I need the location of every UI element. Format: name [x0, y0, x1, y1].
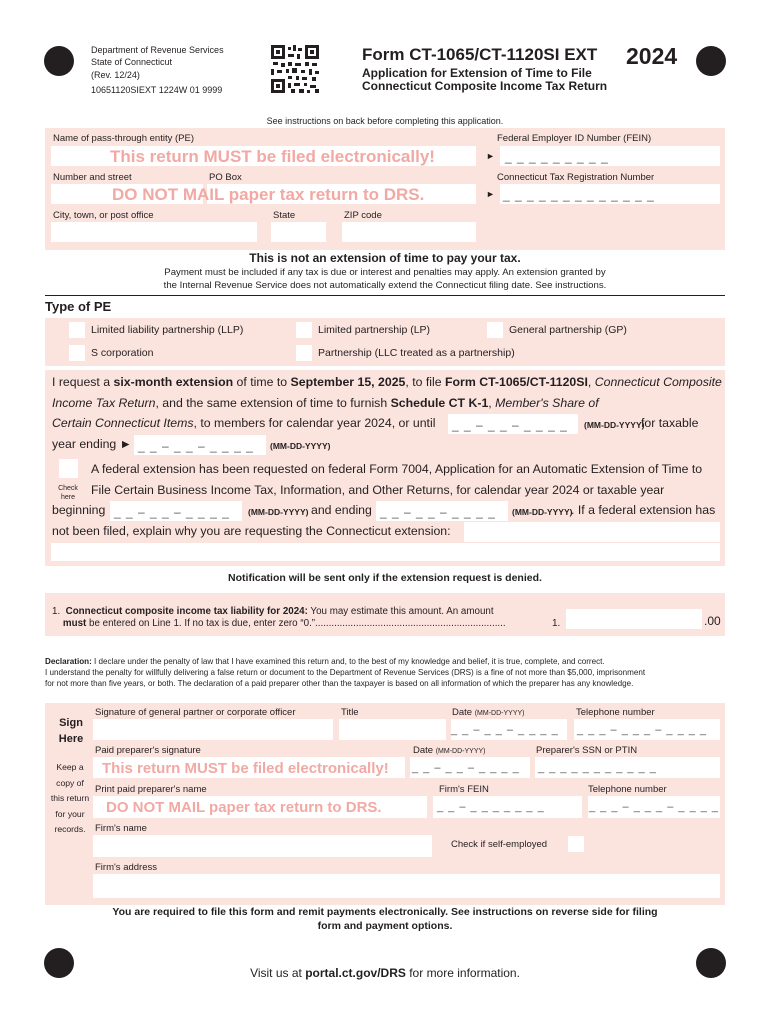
beginning-date-mask: _ _ – _ _ – _ _ _ _ — [114, 505, 230, 519]
llp-label: Limited liability partnership (LLP) — [91, 324, 244, 336]
for-taxable: for taxable — [641, 416, 699, 430]
preparer-signature-label: Paid preparer's signature — [95, 745, 201, 756]
until-date-format: (MM-DD-YYYY) — [584, 420, 645, 430]
line-1-text: 1. Connecticut composite income tax liability for 2024: You may estimate this amount. An amount must be entered on Line 1. If no tax is due, enter zero “0.”...................................................................... — [52, 606, 506, 629]
federal-extension-checkbox[interactable] — [59, 459, 78, 478]
explain-input-1[interactable] — [464, 522, 720, 542]
title-input[interactable] — [339, 719, 446, 740]
state-label: State — [273, 210, 296, 221]
not-extension-heading: This is not an extension of time to pay your tax. — [249, 251, 521, 265]
firm-address-label: Firm's address — [95, 862, 157, 873]
see-instructions: See instructions on back before completing this application. — [266, 116, 504, 126]
officer-phone-label: Telephone number — [576, 707, 655, 718]
federal-not-filed-text: . If a federal extension has — [571, 503, 716, 517]
revision: (Rev. 12/24) — [91, 70, 140, 80]
ct-reg-mask: _ _ _ _ _ _ _ _ _ _ _ _ _ — [503, 188, 655, 202]
beginning-date-format: (MM-DD-YYYY) — [248, 507, 309, 517]
lp-label: Limited partnership (LP) — [318, 324, 431, 336]
lp-checkbox[interactable] — [296, 322, 312, 338]
officer-date-mask: _ _ – _ _ – _ _ _ _ — [451, 724, 559, 736]
pay-electronically-line-1: You are required to file this form and remit payments electronically. See instructions on reverse side for filing — [112, 906, 658, 918]
preparer-ssn-mask: _ _ _ _ _ _ _ _ _ _ _ — [538, 762, 657, 774]
pay-electronically-line-2: form and payment options. — [317, 920, 453, 932]
line-1-ref: 1. — [552, 618, 561, 629]
subtitle-line-2: Connecticut Composite Income Tax Return — [362, 79, 608, 93]
ending-date-mask: _ _ – _ _ – _ _ _ _ — [380, 505, 496, 519]
self-employed-label: Check if self-employed — [451, 839, 548, 850]
fein-mask: _ _ _ _ _ _ _ _ _ — [505, 150, 609, 164]
electronic-filing-watermark: This return MUST be filed electronically! — [102, 760, 389, 777]
federal-line-2: File Certain Business Income Tax, Information, and Other Returns, for calendar year 2024 or taxable year — [91, 483, 665, 497]
sign-here-label: Sign Here — [58, 717, 84, 745]
visit-us: Visit us at portal.ct.gov/DRS for more information. — [250, 966, 520, 980]
ct-reg-label: Connecticut Tax Registration Number — [497, 172, 655, 183]
check-here-label: Check here — [58, 485, 78, 501]
officer-signature-label: Signature of general partner or corporate officer — [95, 707, 296, 718]
firm-name-input[interactable] — [93, 835, 432, 857]
arrow-right-icon: ► — [486, 151, 495, 161]
llc-partnership-label: Partnership (LLC treated as a partnership) — [318, 347, 515, 359]
until-date-mask: _ _ – _ _ – _ _ _ _ — [452, 418, 568, 432]
firm-fein-label: Firm's FEIN — [439, 784, 489, 795]
city-input[interactable] — [51, 222, 257, 242]
explain-input-2[interactable] — [51, 543, 720, 561]
officer-date-label: Date (MM-DD-YYYY) — [452, 707, 525, 718]
print-preparer-label: Print paid preparer's name — [95, 784, 207, 795]
state-input[interactable] — [271, 222, 326, 242]
firm-phone-mask: _ _ _ – _ _ _ – _ _ _ _ — [589, 801, 720, 813]
notification-text: Notification will be sent only if the extension request is denied. — [228, 572, 542, 584]
do-not-mail-watermark: DO NOT MAIL paper tax return to DRS. — [112, 185, 425, 204]
firm-fein-mask: _ _ – _ _ _ _ _ _ _ — [437, 801, 545, 813]
tax-year: 2024 — [626, 43, 678, 69]
zip-input[interactable] — [342, 222, 476, 242]
officer-phone-mask: _ _ _ – _ _ _ – _ _ _ _ — [577, 724, 708, 736]
keep-copy-note: Keep a copy of this return for your records. — [50, 762, 90, 834]
explain-label: not been filed, explain why you are requesting the Connecticut extension: — [52, 524, 451, 538]
request-line-3: Certain Connecticut Items, to members for calendar year 2024, or until — [52, 416, 436, 430]
s-corp-label: S corporation — [91, 347, 154, 359]
tax-liability-input[interactable] — [566, 609, 702, 629]
dept-name: Department of Revenue Services — [91, 45, 224, 55]
year-ending-format: (MM-DD-YYYY) — [270, 441, 331, 451]
registration-mark — [696, 46, 726, 76]
registration-mark — [44, 46, 74, 76]
ending-date-format: (MM-DD-YYYY) — [512, 507, 573, 517]
form-code: 10651120SIEXT 1224W 01 9999 — [91, 85, 223, 95]
and-ending-label: and ending — [311, 503, 372, 517]
type-pe-heading: Type of PE — [45, 299, 112, 314]
electronic-filing-watermark: This return MUST be filed electronically! — [110, 147, 435, 166]
title-label: Title — [341, 707, 359, 718]
federal-line-1: A federal extension has been requested on federal Form 7004, Application for an Automatic Extension of Time to — [91, 462, 703, 476]
gp-label: General partnership (GP) — [509, 324, 627, 336]
firm-phone-label: Telephone number — [588, 784, 667, 795]
s-corp-checkbox[interactable] — [69, 345, 85, 361]
fein-label: Federal Employer ID Number (FEIN) — [497, 133, 652, 144]
arrow-right-icon: ► — [486, 189, 495, 199]
entity-name-label: Name of pass-through entity (PE) — [53, 133, 194, 144]
request-line-2: Income Tax Return, and the same extension of time to furnish Schedule CT K-1, Member's Share of — [52, 396, 599, 410]
year-ending-label: year ending ► — [52, 437, 132, 451]
beginning-label: beginning — [52, 503, 106, 517]
request-line-1: I request a six-month extension of time to September 15, 2025, to file Form CT-1065/CT-1120SI, Connecticut Composite — [52, 375, 722, 389]
po-box-label: PO Box — [209, 172, 242, 183]
qr-code — [271, 45, 319, 93]
firm-name-label: Firm's name — [95, 823, 147, 834]
notice-line-1: Payment must be included if any tax is due or interest and penalties may apply. An extension granted by — [164, 267, 606, 278]
subtitle-line-1: Application for Extension of Time to File — [362, 66, 592, 80]
llp-checkbox[interactable] — [69, 322, 85, 338]
preparer-date-mask: _ _ – _ _ – _ _ _ _ — [412, 762, 520, 774]
self-employed-checkbox[interactable] — [568, 836, 584, 852]
form-title: Form CT-1065/CT-1120SI EXT — [362, 45, 598, 64]
cents-suffix: .00 — [704, 614, 721, 628]
firm-address-input[interactable] — [93, 874, 720, 898]
year-ending-mask: _ _ – _ _ – _ _ _ _ — [138, 439, 254, 453]
do-not-mail-watermark: DO NOT MAIL paper tax return to DRS. — [106, 799, 382, 816]
llc-partnership-checkbox[interactable] — [296, 345, 312, 361]
pe-divider — [45, 295, 725, 296]
preparer-date-label: Date (MM-DD-YYYY) — [413, 745, 486, 756]
officer-signature-input[interactable] — [93, 719, 333, 740]
city-label: City, town, or post office — [53, 210, 154, 221]
notice-line-2: the Internal Revenue Service does not automatically extend the Connecticut filing date. See instructions. — [163, 280, 607, 291]
zip-label: ZIP code — [344, 210, 382, 221]
preparer-ssn-label: Preparer's SSN or PTIN — [536, 745, 638, 756]
state-name: State of Connecticut — [91, 57, 173, 67]
gp-checkbox[interactable] — [487, 322, 503, 338]
street-label: Number and street — [53, 172, 132, 183]
portal-link[interactable]: portal.ct.gov/DRS — [305, 966, 406, 980]
declaration: Declaration: I declare under the penalty of law that I have examined this return and, to the best of my knowledge and belief, it is true, complete, and correct. I understand the penalty for willfully delivering a false return or document to the Department of Revenue Services (DRS) is a fine of not more than $5,000, imprisonment for not more than five years, or both. The declaration of a paid preparer other than the taxpayer is based on all information of which the preparer has any knowledge. — [45, 657, 646, 688]
